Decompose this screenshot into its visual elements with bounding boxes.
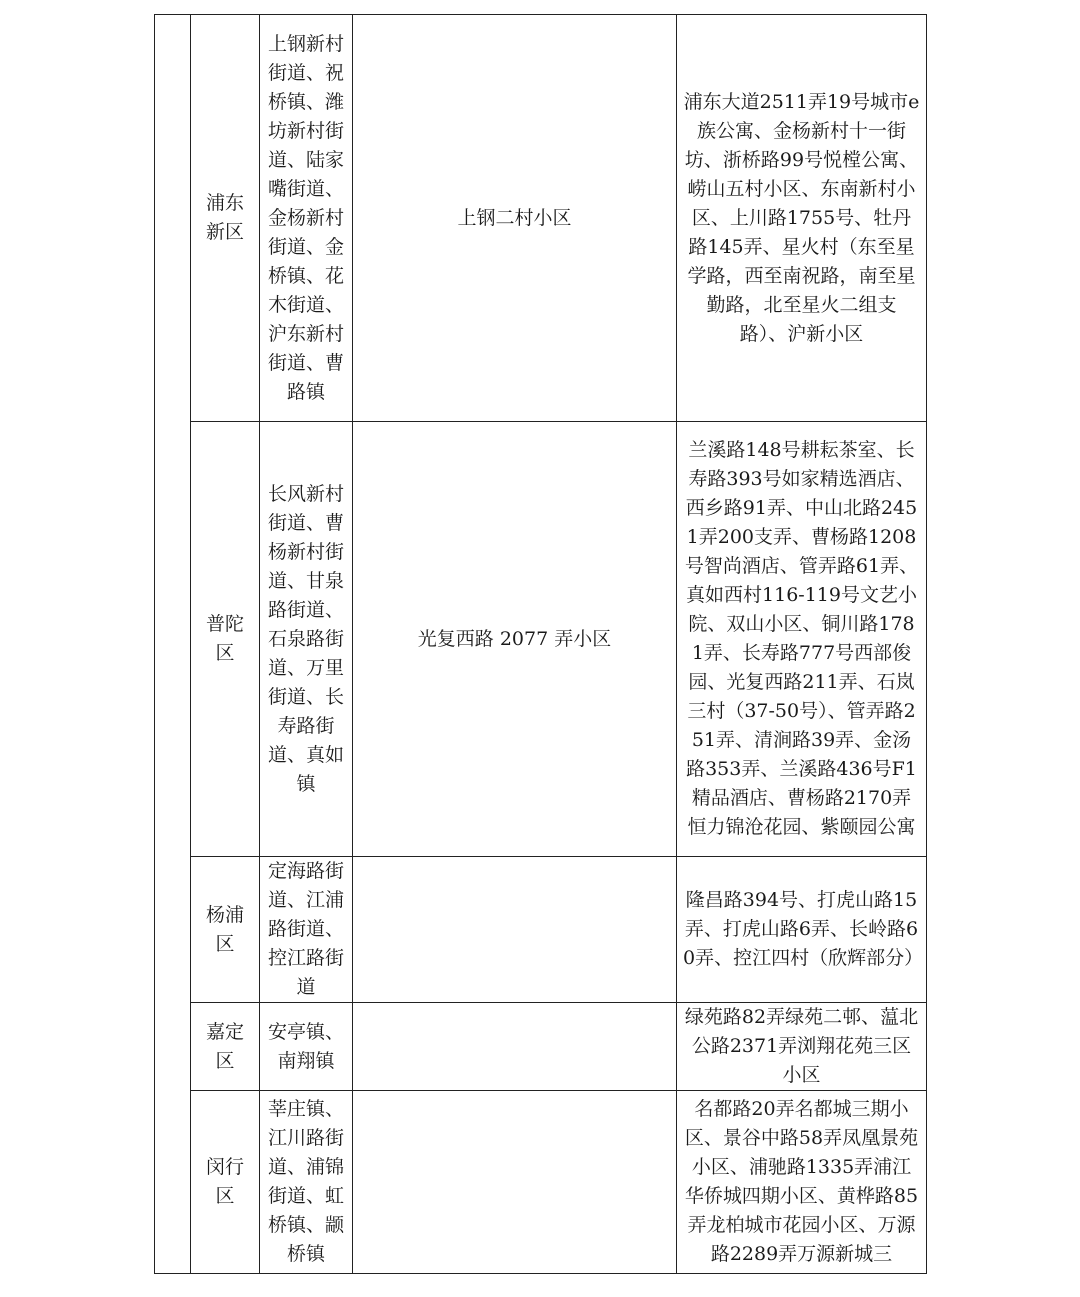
table-row [155,857,927,1003]
medium-risk-cell: 隆昌路394号、打虎山路15弄、打虎山路6弄、长岭路60弄、控江四村（欣辉部分） [677,857,927,1003]
district-cell: 普陀区 [191,422,260,857]
district-cell: 杨浦区 [191,857,260,1003]
risk-area-table [154,14,927,1274]
medium-risk-cell: 浦东大道2511弄19号城市e族公寓、金杨新村十一街坊、浙桥路99号悦樘公寓、崂山五村小区、东南新村小区、上川路1755号、牡丹路145弄、星火村（东至星学路，西至南祝路，南至星勤路，北至星火二组支路）、沪新小区 [677,15,927,422]
streets-cell: 上钢新村街道、祝桥镇、潍坊新村街道、陆家嘴街道、金杨新村街道、金桥镇、花木街道、沪东新村街道、曹路镇 [260,15,353,422]
streets-cell: 长风新村街道、曹杨新村街道、甘泉路街道、石泉路街道、万里街道、长寿路街道、真如镇 [260,422,353,857]
district-cell: 闵行区 [191,1091,260,1274]
district-cell: 浦东新区 [191,15,260,422]
high-risk-cell [353,1091,677,1274]
high-risk-cell: 光复西路 2077 弄小区 [353,422,677,857]
medium-risk-cell: 兰溪路148号耕耘茶室、长寿路393号如家精选酒店、西乡路91弄、中山北路2451弄200支弄、曹杨路1208号智尚酒店、管弄路61弄、真如西村116-119号文艺小院、双山小区、铜川路1781弄、长寿路777号西部俊园、光复西路211弄、石岚三村（37-50号）、管弄路251弄、清涧路39弄、金汤路353弄、兰溪路436号F1精品酒店、曹杨路2170弄恒力锦沧花园、紫颐园公寓 [677,422,927,857]
table-row [155,422,927,857]
high-risk-cell: 上钢二村小区 [353,15,677,422]
table-row [155,1003,927,1091]
streets-cell: 莘庄镇、江川路街道、浦锦街道、虹桥镇、颛桥镇 [260,1091,353,1274]
table-row [155,15,927,422]
district-cell: 嘉定区 [191,1003,260,1091]
high-risk-cell [353,857,677,1003]
table-row [155,1091,927,1274]
streets-cell: 安亭镇、南翔镇 [260,1003,353,1091]
medium-risk-cell: 绿苑路82弄绿苑二邨、蕰北公路2371弄浏翔花苑三区小区 [677,1003,927,1091]
medium-risk-cell: 名都路20弄名都城三期小区、景谷中路58弄凤凰景苑小区、浦驰路1335弄浦江华侨城四期小区、黄桦路85弄龙柏城市花园小区、万源路2289弄万源新城三 [677,1091,927,1274]
blank-column-cell [155,15,191,1274]
streets-cell: 定海路街道、江浦路街道、控江路街道 [260,857,353,1003]
high-risk-cell [353,1003,677,1091]
